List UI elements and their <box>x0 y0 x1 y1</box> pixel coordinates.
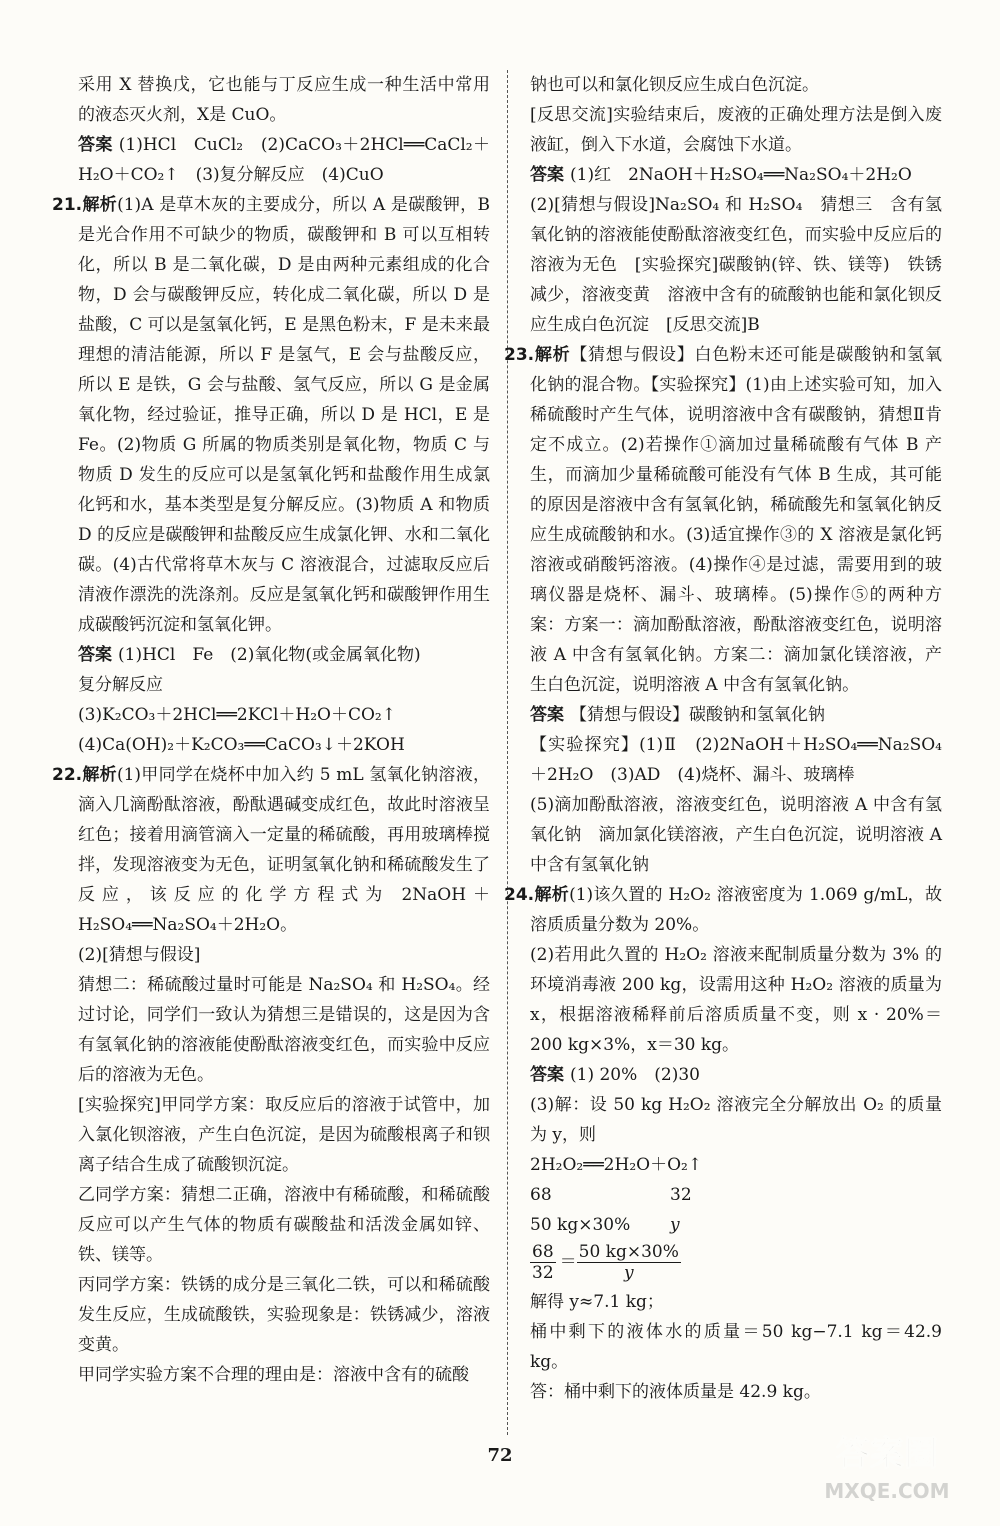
answer-label: 答案 <box>530 1065 564 1085</box>
paragraph: 钠也可以和氯化钡反应生成白色沉淀。 <box>530 75 819 95</box>
analysis-text: 【猜想与假设】白色粉末还可能是碳酸钠和氢氧化钠的混合物。【实验探究】(1)由上述实验可知，加入稀硫酸时产生气体，说明溶液中含有碳酸钠，猜想Ⅱ肯定不成立。(2)若操作①滴加过量稀硫酸有气体 B 产生，而滴加少量稀硫酸可能没有气体 B 生成，其可能的原因是溶液中含有氢氧化钠，稀硫酸先和氢氧化钠反应生成硫酸钠和水。(3)适宜操作③的 X 溶液是氯化钙溶液或硝酸钙溶液。(4)操作④是过滤，需要用到的玻璃仪器是烧杯、漏斗、玻璃棒。(5)操作⑤的两种方案：方案一：滴加酚酞溶液，酚酞溶液变红色，说明溶液 A 中含有氢氧化钠。方案二：滴加氯化镁溶液，产生白色沉淀，说明溶液 A 中含有氢氧化钠。 <box>530 345 943 695</box>
analysis-label: 解析 <box>534 885 570 905</box>
mass-value: 68 <box>530 1185 552 1205</box>
answer-20 <box>78 130 490 190</box>
answer-text: (1)HCl CuCl₂ (2)CaCO₃＋2HCl══CaCl₂＋H₂O＋CO₂↑ (3)复分解反应 (4)CuO <box>78 135 490 185</box>
analysis-label: 解析 <box>534 345 571 365</box>
paragraph: [反思交流]实验结束后，废液的正确处理方法是倒入废液缸，倒入下水道，会腐蚀下水道。 <box>530 105 942 155</box>
answer-text: 【猜想与假设】碳酸钠和氢氧化钠 <box>570 705 825 725</box>
analysis-label: 解析 <box>82 765 117 785</box>
watermark-logo <box>792 1420 982 1510</box>
question-number: 23. <box>504 345 535 365</box>
question-21 <box>52 190 490 640</box>
answer-label: 答案 <box>530 165 564 185</box>
analysis-label: 解析 <box>82 195 118 215</box>
answer-label: 答案 <box>78 645 112 665</box>
equals-sign: ＝ <box>559 1252 577 1272</box>
mass-value: y <box>670 1215 680 1235</box>
fraction <box>577 1242 681 1283</box>
analysis-text: (1)A 是草木灰的主要成分，所以 A 是碳酸钾，B 是光合作用不可缺少的物质，碳酸钾和 B 可以互相转化，所以 B 是二氧化碳，D 是由两种元素组成的化合物，D 会与碳酸钾反应，转化成二氧化碳，所以 D 是盐酸，C 可以是氢氧化钙，E 是黑色粉末，F 是未来最理想的清洁能源，所以 F 是氢气，E 会与盐酸反应，所以 E 是铁，G 会与盐酸、氢气反应，所以 G 是金属氧化物，经过验证，推导正确，所以 D 是 HCl，E 是 Fe。(2)物质 G 所属的物质类别是氧化物，物质 C 与物质 D 发生的反应可以是氢氧化钙和盐酸作用生成氯化钙和水，基本类型是复分解反应。(3)物质 A 和物质 D 的反应是碳酸钾和盐酸反应生成氯化钾、水和二氧化碳。(4)古代常将草木灰与 C 溶液混合，过滤取反应后清液作漂洗的洗涤剂。反应是氢氧化钙和碳酸钾作用生成碳酸钙沉淀和氢氧化钾。 <box>78 195 490 635</box>
page-number: 72 <box>487 1445 513 1466</box>
paragraph: 乙同学方案：猜想二正确，溶液中有稀硫酸，和稀硫酸反应可以产生气体的物质有碳酸盐和活泼金属如锌、铁、镁等。 <box>78 1185 490 1265</box>
paragraph: (2)[猜想与假设]Na₂SO₄ 和 H₂SO₄ 猜想三 含有氢氧化钠的溶液能使酚酞溶液变红色，而实验中反应后的溶液为无色 [实验探究]碳酸钠(锌、铁、镁等) 铁锈减少，溶液变黄 溶液中含有的硫酸钠也能和氯化钡反应生成白色沉淀 [反思交流]B <box>530 195 942 335</box>
answer-22 <box>530 160 942 190</box>
paragraph: (2)若用此久置的 H₂O₂ 溶液来配制质量分数为 3% 的环境消毒液 200 kg，设需用这种 H₂O₂ 溶液的质量为 x，根据溶液稀释前后溶质质量不变，则 x · 20%＝200 kg×3%，x＝30 kg。 <box>530 945 942 1055</box>
left-column <box>52 70 490 1390</box>
paragraph: (3)解：设 50 kg H₂O₂ 溶液完全分解放出 O₂ 的质量为 y，则 <box>530 1095 942 1145</box>
answer-23 <box>530 700 942 730</box>
equation: 2H₂O₂══2H₂O＋O₂↑ <box>530 1155 703 1175</box>
answer-21 <box>78 640 490 670</box>
answer-line: 复分解反应 <box>78 675 163 695</box>
paragraph: 采用 X 替换戊，它也能与丁反应生成一种生活中常用的液态灭火剂，X是 CuO。 <box>78 75 490 125</box>
paragraph: 解得 y≈7.1 kg； <box>530 1292 664 1312</box>
paragraph: 【实验探究】(1)Ⅱ (2)2NaOH＋H₂SO₄══Na₂SO₄＋2H₂O (3)AD (4)烧杯、漏斗、玻璃棒 <box>530 735 942 785</box>
question-24 <box>504 880 942 940</box>
paragraph: (5)滴加酚酞溶液，溶液变红色，说明溶液 A 中含有氢氧化钠 滴加氯化镁溶液，产生白色沉淀，说明溶液 A 中含有氢氧化钠 <box>530 795 942 875</box>
answer-line: (4)Ca(OH)₂＋K₂CO₃══CaCO₃↓＋2KOH <box>78 735 405 755</box>
analysis-text: (1)该久置的 H₂O₂ 溶液密度为 1.069 g/mL，故溶质质量分数为 20%。 <box>530 885 942 935</box>
mass-value: 32 <box>670 1185 692 1205</box>
watermark-url: MXQE.COM <box>824 1479 950 1503</box>
question-number: 22. <box>52 765 83 785</box>
right-column <box>504 70 943 1407</box>
paragraph: (2)[猜想与假设] <box>78 945 201 965</box>
question-number: 21. <box>52 195 83 215</box>
answer-label: 答案 <box>78 135 113 155</box>
column-divider <box>507 70 508 1435</box>
answer-24 <box>530 1060 942 1090</box>
denominator: y <box>623 1263 634 1283</box>
watermark-text: 答案圈 <box>836 1434 938 1474</box>
fraction <box>530 1242 556 1283</box>
paragraph: [实验探究]甲同学方案：取反应后的溶液于试管中，加入氯化钡溶液，产生白色沉淀，是因为硫酸根离子和钡离子结合生成了硫酸钡沉淀。 <box>78 1095 490 1175</box>
numerator: 68 <box>532 1242 554 1262</box>
paragraph: 甲同学实验方案不合理的理由是：溶液中含有的硫酸 <box>78 1365 469 1385</box>
mass-row <box>530 1210 942 1240</box>
answer-line: (1)HCl Fe (2)氧化物(或金属氧化物) <box>118 645 421 665</box>
mass-value: 50 kg×30% <box>530 1215 631 1235</box>
answer-text: (1) 20% (2)30 <box>570 1065 700 1085</box>
paragraph: 桶中剩下的液体水的质量＝50 kg−7.1 kg＝42.9 kg。 <box>530 1322 942 1372</box>
paragraph: 丙同学方案：铁锈的成分是三氧化二铁，可以和稀硫酸发生反应，生成硫酸铁，实验现象是：铁锈减少，溶液变黄。 <box>78 1275 490 1355</box>
mass-row <box>530 1180 942 1210</box>
paragraph: 猜想二：稀硫酸过量时可能是 Na₂SO₄ 和 H₂SO₄。经过讨论，同学们一致认为猜想三是错误的，这是因为含有氢氧化钠的溶液能使酚酞溶液变红色，而实验中反应后的溶液为无色。 <box>78 975 490 1085</box>
numerator: 50 kg×30% <box>578 1242 679 1262</box>
answer-label: 答案 <box>530 705 564 725</box>
paragraph: 答：桶中剩下的液体质量是 42.9 kg。 <box>530 1382 821 1402</box>
answer-text: (1)红 2NaOH＋H₂SO₄══Na₂SO₄＋2H₂O <box>570 165 912 185</box>
question-number: 24. <box>504 885 535 905</box>
denominator: 32 <box>532 1263 554 1283</box>
analysis-text: (1)甲同学在烧杯中加入约 5 mL 氢氧化钠溶液，滴入几滴酚酞溶液，酚酞遇碱变成红色，故此时溶液呈红色；接着用滴管滴入一定量的稀硫酸，再用玻璃棒搅拌，发现溶液变为无色，证明氢氧化钠和稀硫酸发生了反应，该反应的化学方程式为 2NaOH＋H₂SO₄══Na₂SO₄＋2H₂O。 <box>78 765 490 935</box>
proportion <box>530 1242 942 1283</box>
question-22 <box>52 760 490 940</box>
question-23 <box>504 340 943 700</box>
answer-line: (3)K₂CO₃＋2HCl══2KCl＋H₂O＋CO₂↑ <box>78 705 396 725</box>
